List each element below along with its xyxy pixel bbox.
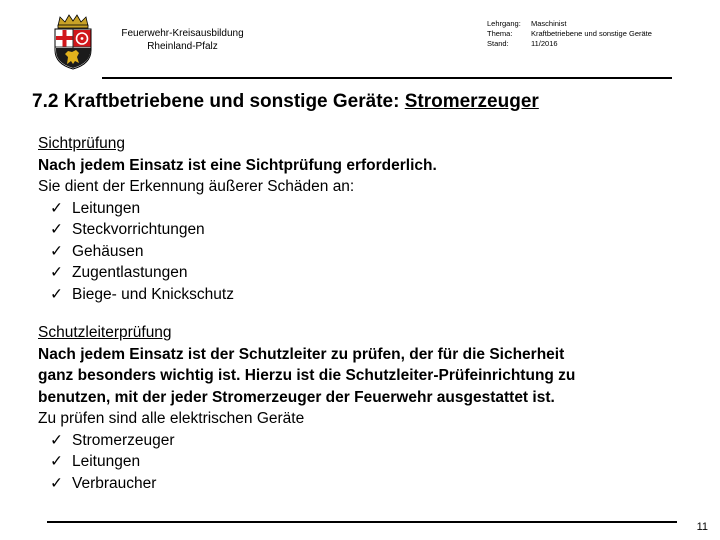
- checkmark-icon: ✓: [50, 474, 63, 492]
- list-item: ✓ Verbraucher: [38, 473, 575, 495]
- header-divider: [102, 77, 672, 79]
- body-line: ganz besonders wichtig ist. Hierzu ist die Schutzleiter-Prüfeinrichtung zu: [38, 367, 576, 384]
- checkmark-icon: ✓: [50, 199, 63, 217]
- footer-divider: [47, 521, 677, 523]
- section-schutzleiterpruefung: [38, 322, 575, 494]
- list-item: ✓ Gehäusen: [38, 241, 437, 263]
- checkmark-icon: ✓: [50, 453, 63, 470]
- meta-row-thema: [487, 29, 652, 39]
- body-line: Nach jedem Einsatz ist der Schutzleiter zu prüfen, der für die Sicherheit: [38, 345, 565, 363]
- checkmark-icon: ✓: [50, 431, 63, 449]
- meta-value: Kraftbetriebene und sonstige Geräte: [531, 29, 652, 38]
- rheinland-pfalz-coat-of-arms-logo: [50, 14, 96, 70]
- list-item: ✓ Biege- und Knickschutz: [38, 284, 437, 306]
- course-meta-block: [487, 19, 652, 49]
- meta-key: Lehrgang:: [487, 19, 521, 28]
- list-item: ✓ Leitungen: [38, 198, 437, 220]
- meta-key: Stand:: [487, 39, 509, 48]
- org-line-1: Feuerwehr-Kreisausbildung: [121, 28, 244, 39]
- list-item: ✓ Zugentlastungen: [38, 262, 437, 284]
- checkmark-icon: ✓: [50, 264, 63, 281]
- meta-row-stand: [487, 39, 652, 49]
- slide-title: [32, 91, 539, 113]
- org-line-2: Rheinland-Pfalz: [147, 41, 218, 52]
- section-sichtpruefung: [38, 133, 437, 305]
- page-number: 11: [696, 521, 708, 533]
- checkmark-icon: ✓: [50, 285, 63, 303]
- section-heading: Schutzleiterprüfung: [38, 324, 172, 341]
- body-line: benutzen, mit der jeder Stromerzeuger der Feuerwehr ausgestattet ist.: [38, 388, 555, 406]
- checkmark-icon: ✓: [50, 242, 63, 260]
- meta-key: Thema:: [487, 29, 513, 38]
- body-line: Zu prüfen sind alle elektrischen Geräte: [38, 410, 305, 427]
- list-item: ✓ Stromerzeuger: [38, 430, 575, 452]
- list-item: ✓ Leitungen: [38, 451, 575, 473]
- body-line: Sie dient der Erkennung äußerer Schäden an:: [38, 178, 355, 195]
- meta-value: 11/2016: [531, 39, 558, 48]
- title-highlight: Stromerzeuger: [404, 91, 539, 112]
- body-line: Nach jedem Einsatz ist eine Sichtprüfung erforderlich.: [38, 156, 437, 174]
- title-prefix: 7.2 Kraftbetriebene und sonstige Geräte:: [32, 91, 405, 112]
- section-heading: Sichtprüfung: [38, 135, 126, 152]
- meta-row-lehrgang: [487, 19, 652, 29]
- meta-value: Maschinist: [531, 19, 567, 28]
- checkmark-icon: ✓: [50, 221, 63, 238]
- organization-name: [100, 27, 265, 53]
- list-item: ✓ Steckvorrichtungen: [38, 219, 437, 241]
